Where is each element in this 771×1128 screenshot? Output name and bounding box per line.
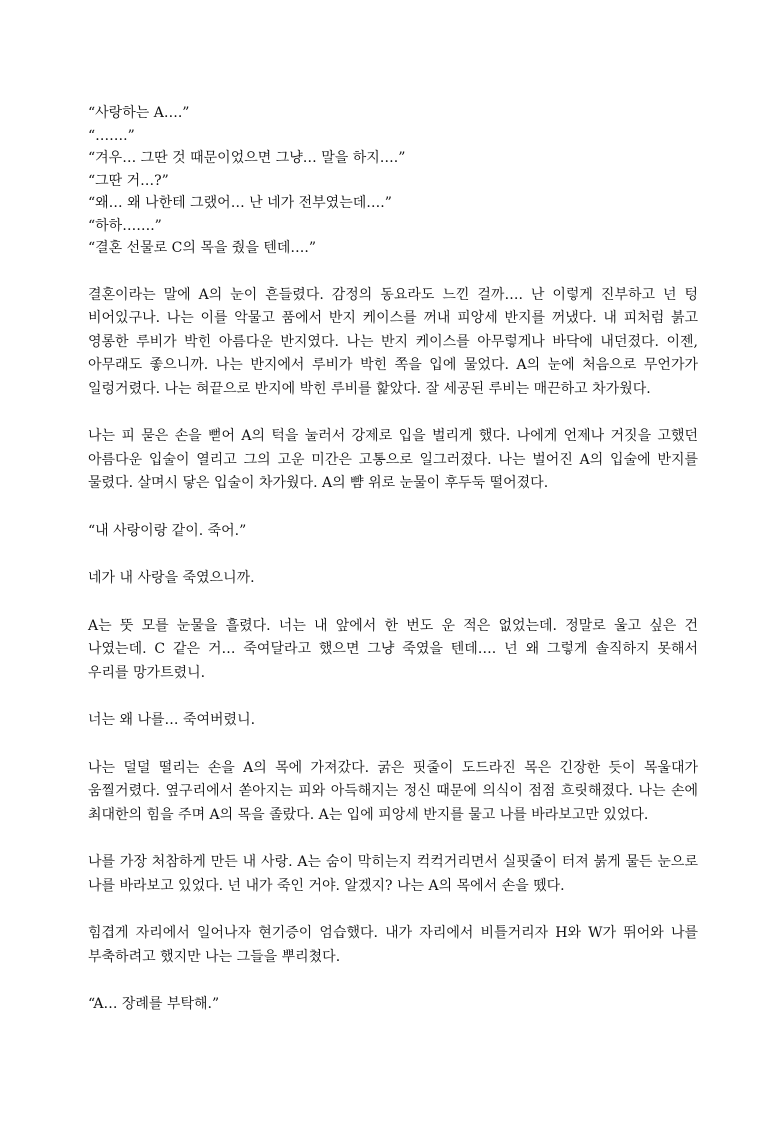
dialogue-line: “사랑하는 A….” — [88, 105, 190, 121]
paragraph-gap — [88, 260, 698, 284]
paragraph-gap — [88, 969, 698, 993]
paragraph-gap — [88, 898, 698, 922]
paragraph-gap — [88, 685, 698, 709]
paragraph-gap — [88, 496, 698, 520]
paragraph: 너는 왜 나를… 죽여버렸니. — [88, 712, 256, 728]
dialogue-paragraph: “A… 장례를 부탁해.” — [88, 996, 220, 1012]
paragraph-gap — [88, 401, 698, 425]
dialogue-line: “그딴 거…?” — [88, 172, 169, 189]
paragraph: 네가 내 사랑을 죽였으니까. — [88, 570, 255, 586]
dialogue-block — [88, 102, 698, 260]
paragraph: 힘겹게 자리에서 일어나자 현기증이 엄습했다. 내가 자리에서 비틀거리자 H와 W가 뛰어와 나를 부축하려고 했지만 나는 그들을 뿌리쳤다. — [88, 925, 698, 965]
dialogue-line: “왜… 왜 나한테 그랬어… 난 네가 전부였는데….” — [88, 195, 392, 211]
paragraph-gap — [88, 543, 698, 567]
dialogue-paragraph: “내 사랑이랑 같이. 죽어.” — [88, 522, 247, 539]
dialogue-line: “겨우… 그딴 것 때문이었으면 그냥… 말을 하지….” — [88, 150, 406, 166]
paragraph: 나를 가장 처참하게 만든 내 사랑. A는 숨이 막히는지 컥컥거리면서 실핏줄이 터져 붉게 물든 눈으로 나를 바라보고 있었다. 넌 내가 죽인 거야. 알겠지? 나는 A의 목에서 손을 뗐다. — [88, 854, 698, 894]
paragraph-gap — [88, 827, 698, 851]
dialogue-line: “…….” — [88, 127, 135, 144]
paragraph-gap — [88, 733, 698, 757]
document-body — [88, 102, 698, 1017]
paragraph: 나는 피 묻은 손을 뻗어 A의 턱을 눌러서 강제로 입을 벌리게 했다. 나에게 언제나 거짓을 고했던 아름다운 입술이 열리고 그의 고운 미간은 고통으로 일그러졌다. 나는 벌어진 A의 입술에 반지를 물렸다. 살며시 닿은 입술이 차가웠다. A의 뺨 위로 눈물이 후두둑 떨어졌다. — [88, 428, 698, 491]
paragraph: 나는 덜덜 떨리는 손을 A의 목에 가져갔다. 굵은 핏줄이 도드라진 목은 긴장한 듯이 목울대가 움찔거렸다. 옆구리에서 쏟아지는 피와 아득해지는 정신 때문에 의식이 점점 흐릿해졌다. 나는 손에 최대한의 힘을 주며 A의 목을 졸랐다. A는 입에 피앙세 반지를 물고 나를 바라보고만 있었다. — [88, 759, 698, 823]
paragraph: 결혼이라는 말에 A의 눈이 흔들렸다. 감정의 동요라도 느낀 걸까…. 난 이렇게 진부하고 넌 텅 비어있구나. 나는 이를 악물고 품에서 반지 케이스를 꺼내 피앙세 반지를 꺼냈다. 내 피처럼 붉고 영롱한 루비가 박힌 아름다운 반지였다. 나는 반지 케이스를 아무렇게나 바닥에 내던졌다. 이젠, 아무래도 좋으니까. 나는 반지에서 루비가 박힌 쪽을 입에 물었다. A의 눈에 처음으로 무언가가 일렁거렸다. 나는 혀끝으로 반지에 박힌 루비를 핥았다. 잘 세공된 루비는 매끈하고 차가웠다. — [88, 286, 698, 397]
paragraph: A는 뚯 모를 눈물을 흘렸다. 너는 내 앞에서 한 번도 운 적은 없었는데. 정말로 울고 싶은 건 나였는데. C 같은 거… 죽여달라고 했으면 그냥 죽였을 텐데…. 넌 왜 그렇게 솔직하지 못해서 우리를 망가트렸니. — [88, 617, 698, 681]
paragraph-gap — [88, 591, 698, 615]
dialogue-line: “하하…….” — [88, 217, 162, 234]
dialogue-line: “결혼 선물로 C의 목을 줬을 텐데….” — [88, 240, 317, 256]
